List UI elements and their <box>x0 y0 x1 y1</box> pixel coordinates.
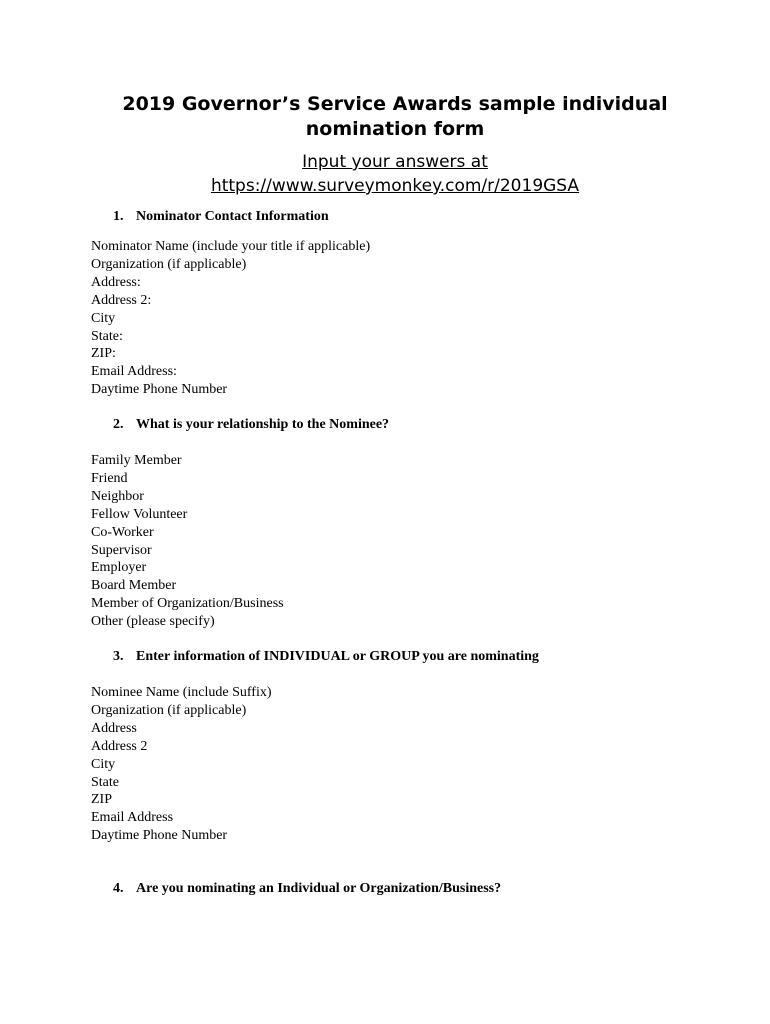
list-item: Other (please specify) <box>91 614 215 630</box>
list-item: Address: <box>91 274 141 290</box>
document-title <box>110 92 680 142</box>
section-1-number: 1. <box>113 209 124 224</box>
section-3-number: 3. <box>113 649 124 664</box>
section-4-number: 4. <box>113 881 124 896</box>
list-item: Nominator Name (include your title if applicable) <box>91 239 371 254</box>
list-item: City <box>91 756 116 772</box>
list-item: Employer <box>91 560 147 576</box>
list-item: Co-Worker <box>91 524 154 540</box>
list-item: Family Member <box>91 453 182 468</box>
section-1-heading <box>113 208 329 226</box>
list-item: City <box>91 310 116 326</box>
list-item: Address <box>91 720 137 736</box>
section-2-heading <box>113 416 389 434</box>
list-item: Daytime Phone Number <box>91 828 228 844</box>
title-line-2: nomination form <box>305 118 485 140</box>
list-item: Supervisor <box>91 542 152 558</box>
section-3-title: Enter information of INDIVIDUAL or GROUP you are nominating <box>136 649 539 664</box>
list-item: Fellow Volunteer <box>91 506 188 522</box>
list-item: State <box>91 774 119 790</box>
list-item: ZIP: <box>91 346 116 362</box>
section-2-title: What is your relationship to the Nominee? <box>136 417 390 432</box>
list-item: Board Member <box>91 578 177 594</box>
section-2-number: 2. <box>113 417 124 432</box>
list-item: Organization (if applicable) <box>91 702 247 718</box>
list-item: Email Address: <box>91 364 177 380</box>
section-2-option-list <box>91 452 284 631</box>
section-4-heading <box>113 880 501 898</box>
list-item: ZIP <box>91 792 112 808</box>
list-item: Member of Organization/Business <box>91 596 284 612</box>
list-item: Address 2 <box>91 738 148 754</box>
section-3-field-list <box>91 684 272 845</box>
title-line-1: 2019 Governor’s Service Awards sample individual <box>122 93 668 115</box>
section-3-heading <box>113 648 539 666</box>
section-4-title: Are you nominating an Individual or Organization/Business? <box>136 881 502 896</box>
list-item: Email Address <box>91 810 174 826</box>
list-item: Daytime Phone Number <box>91 382 228 398</box>
list-item: State: <box>91 328 123 344</box>
list-item: Nominee Name (include Suffix) <box>91 685 272 700</box>
section-1-field-list <box>91 238 370 399</box>
list-item: Address 2: <box>91 292 152 308</box>
intro-text-link[interactable]: Input your answers at <box>302 152 488 172</box>
section-1-title: Nominator Contact Information <box>136 209 329 224</box>
list-item: Organization (if applicable) <box>91 256 247 272</box>
survey-url-link[interactable]: https://www.surveymonkey.com/r/2019GSA <box>210 176 580 196</box>
list-item: Friend <box>91 470 128 486</box>
survey-link-block <box>110 150 680 198</box>
list-item: Neighbor <box>91 488 144 504</box>
